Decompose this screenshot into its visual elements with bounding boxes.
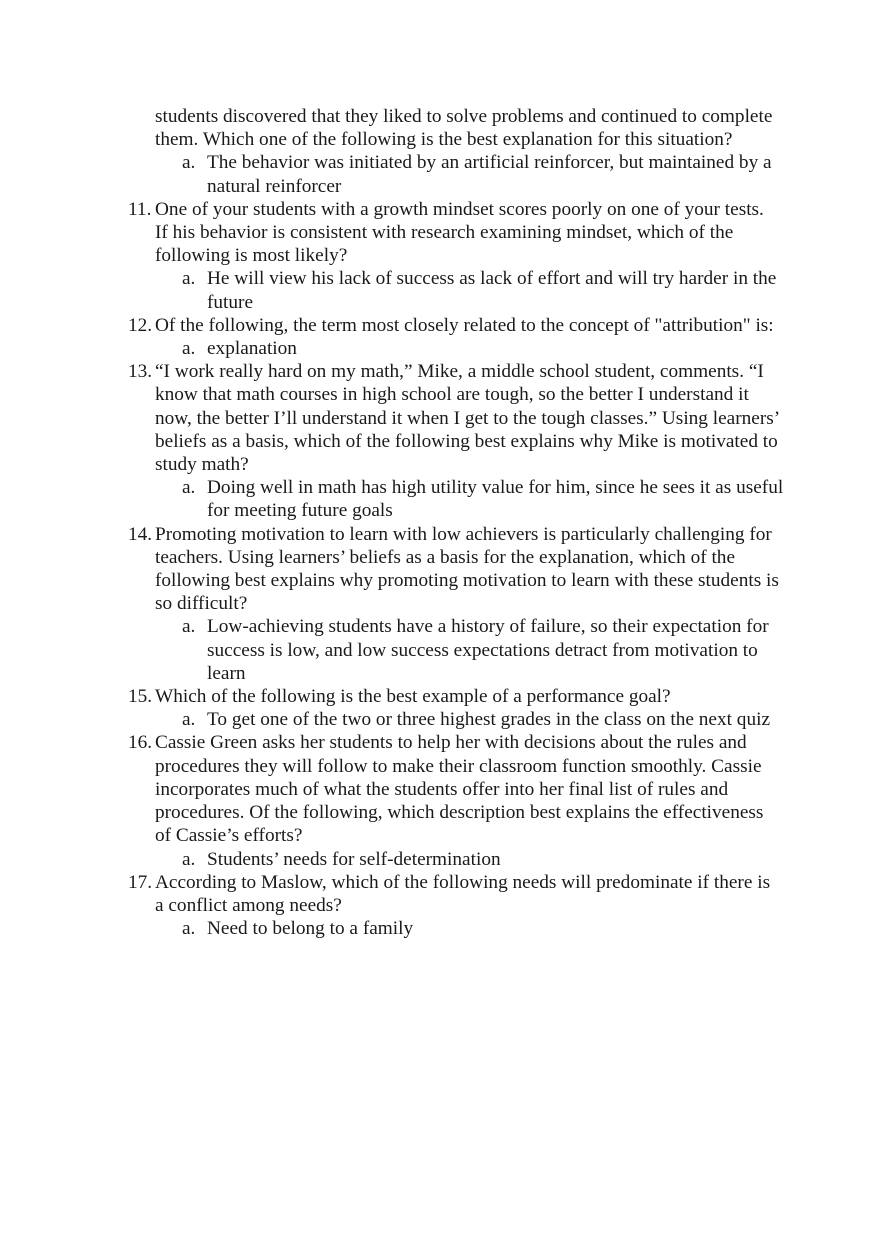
question-number: 11.	[128, 198, 152, 220]
answer-letter: a.	[182, 709, 196, 731]
question-text: Cassie Green asks her students to help her with decisions about the rules and procedures they will follow to make their classroom function smoothly. Cassie incorporates much of what the students offer into her final list of rules and procedures. Of the following, which description best explains the effectiveness of Cassie’s efforts?	[155, 732, 764, 847]
answer-text: To get one of the two or three highest grades in the class on the next quiz	[207, 709, 771, 731]
question-number: 16.	[128, 732, 153, 754]
answer-12	[0, 337, 787, 360]
question-number: 14.	[128, 523, 153, 545]
question-17	[0, 871, 780, 917]
answer-text: Need to belong to a family	[207, 918, 414, 940]
answer-letter: a.	[182, 616, 196, 638]
answer-13	[0, 476, 787, 522]
continued-question-text: students discovered that they liked to solve problems and continued to complete them. Which one of the following is the best explanation for this situation?	[155, 106, 773, 151]
answer-letter: a.	[182, 152, 196, 174]
question-16	[0, 731, 780, 847]
answer-letter: a.	[182, 268, 196, 290]
question-11	[0, 198, 780, 268]
question-text: One of your students with a growth mindset scores poorly on one of your tests. If his behavior is consistent with research examining mindset, which of the following is most likely?	[155, 198, 764, 267]
question-text: Which of the following is the best example of a performance goal?	[155, 686, 671, 708]
answer-text: Low-achieving students have a history of failure, so their expectation for success is low, and low success expectations detract from motivation to learn	[207, 616, 769, 684]
answer-text: Doing well in math has high utility value for him, since he sees it as useful for meeting future goals	[207, 477, 784, 522]
answer-16	[0, 848, 787, 871]
question-text: Promoting motivation to learn with low achievers is particularly challenging for teachers. Using learners’ beliefs as a basis for the explanation, which of the following best explains why promoting motivation to learn with these students is so difficult?	[155, 523, 779, 615]
question-15	[0, 685, 780, 708]
answer-15	[0, 708, 787, 731]
answer-11	[0, 267, 787, 313]
question-14	[0, 523, 780, 616]
answer-14	[0, 615, 787, 685]
answer-text: explanation	[207, 338, 297, 360]
question-text: According to Maslow, which of the following needs will predominate if there is a conflict among needs?	[155, 871, 771, 916]
question-number: 17.	[128, 871, 153, 893]
question-number: 12.	[128, 314, 153, 336]
question-text: Of the following, the term most closely related to the concept of "attribution" is:	[155, 314, 774, 336]
question-12	[0, 314, 780, 337]
question-number: 15.	[128, 686, 153, 708]
question-number: 13.	[128, 361, 153, 383]
answer-text: He will view his lack of success as lack of effort and will try harder in the future	[207, 268, 777, 313]
answer-text: The behavior was initiated by an artificial reinforcer, but maintained by a natural reinforcer	[207, 152, 772, 197]
continued-answer	[0, 151, 787, 197]
answer-letter: a.	[182, 477, 196, 499]
answer-letter: a.	[182, 848, 196, 870]
answer-letter: a.	[182, 338, 196, 360]
answer-17	[0, 917, 787, 940]
question-text: “I work really hard on my math,” Mike, a middle school student, comments. “I know that math courses in high school are tough, so the better I understand it now, the better I’ll understand it when I get to the tough classes.” Using learners’ beliefs as a basis, which of the following best explains why Mike is motivated to study math?	[155, 361, 779, 476]
answer-letter: a.	[182, 918, 196, 940]
answer-text: Students’ needs for self-determination	[207, 848, 501, 870]
question-13	[0, 360, 780, 476]
question-list	[0, 105, 880, 940]
